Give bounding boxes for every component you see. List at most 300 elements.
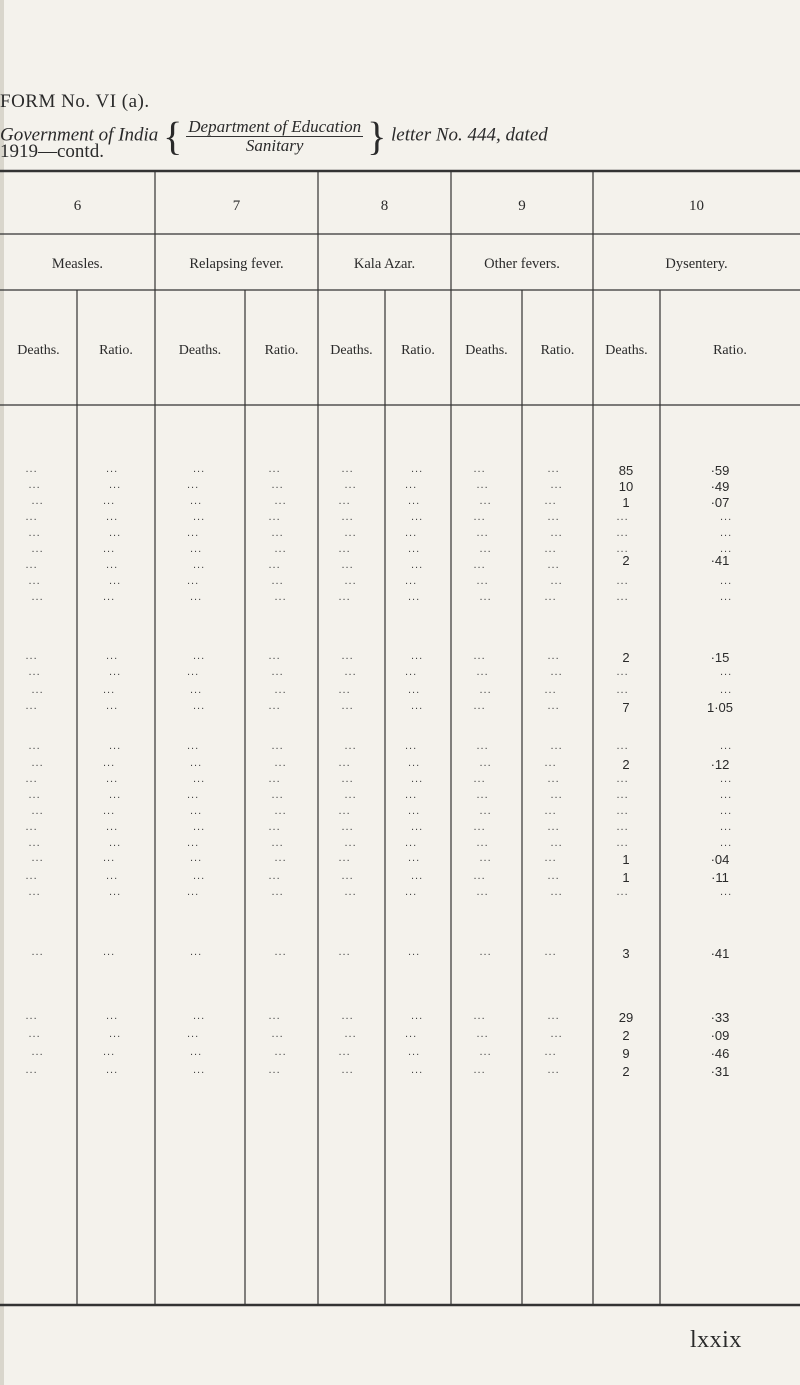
dysentery-ratio-value: ·41 (710, 553, 730, 568)
empty-marker: ... (408, 543, 421, 555)
empty-marker: ... (187, 740, 200, 752)
empty-marker: ... (109, 666, 122, 678)
empty-marker: ... (405, 886, 418, 898)
empty-marker: ... (411, 1010, 424, 1022)
empty-marker: ... (544, 684, 557, 696)
empty-marker: ... (106, 700, 119, 712)
empty-marker: ... (547, 773, 560, 785)
empty-marker: ... (271, 740, 284, 752)
empty-marker: ... (473, 511, 486, 523)
empty-marker: ... (193, 700, 206, 712)
empty-marker: ... (341, 559, 354, 571)
column-number-10: 10 (689, 198, 704, 214)
empty-marker: ... (268, 1064, 281, 1076)
empty-marker: ... (473, 821, 486, 833)
empty-marker: ... (544, 495, 557, 507)
subheading-relapsing-ratio: Ratio. (264, 343, 299, 358)
empty-marker: ... (476, 575, 489, 587)
empty-marker: ... (616, 837, 629, 849)
empty-marker: ... (274, 805, 287, 817)
empty-marker: ... (479, 1046, 492, 1058)
dysentery-deaths-value: 1 (622, 870, 630, 885)
government-label: Government of India (0, 124, 159, 146)
empty-marker: ... (193, 1064, 206, 1076)
empty-marker: ... (109, 527, 122, 539)
empty-marker: ... (338, 757, 351, 769)
empty-marker: ... (476, 740, 489, 752)
empty-marker: ... (720, 886, 733, 898)
empty-marker: ... (193, 1010, 206, 1022)
empty-marker: ... (31, 757, 44, 769)
empty-marker: ... (476, 789, 489, 801)
empty-marker: ... (187, 666, 200, 678)
empty-marker: ... (190, 805, 203, 817)
empty-marker: ... (31, 1046, 44, 1058)
empty-marker: ... (544, 852, 557, 864)
empty-marker: ... (271, 527, 284, 539)
empty-marker: ... (28, 1028, 41, 1040)
empty-marker: ... (550, 527, 563, 539)
empty-marker: ... (109, 479, 122, 491)
empty-marker: ... (616, 821, 629, 833)
empty-marker: ... (479, 684, 492, 696)
empty-marker: ... (274, 1046, 287, 1058)
dysentery-deaths-value: 2 (622, 553, 630, 568)
empty-marker: ... (31, 495, 44, 507)
empty-marker: ... (547, 463, 560, 475)
empty-marker: ... (187, 837, 200, 849)
empty-marker: ... (271, 789, 284, 801)
dysentery-deaths-value: 2 (622, 1028, 630, 1043)
empty-marker: ... (616, 805, 629, 817)
empty-marker: ... (103, 805, 116, 817)
subheading-relapsing-deaths: Deaths. (178, 343, 222, 358)
empty-marker: ... (268, 559, 281, 571)
empty-marker: ... (344, 666, 357, 678)
empty-marker: ... (544, 946, 557, 958)
empty-marker: ... (268, 511, 281, 523)
empty-marker: ... (187, 886, 200, 898)
dysentery-deaths-value: 2 (622, 757, 630, 772)
dysentery-deaths-value: 85 (618, 463, 634, 478)
empty-marker: ... (341, 463, 354, 475)
empty-marker: ... (616, 789, 629, 801)
empty-marker: ... (106, 463, 119, 475)
empty-marker: ... (405, 666, 418, 678)
empty-marker: ... (28, 527, 41, 539)
dysentery-deaths-value: 1 (622, 852, 630, 867)
empty-marker: ... (411, 821, 424, 833)
dysentery-deaths-value: 3 (622, 946, 630, 961)
empty-marker: ... (473, 773, 486, 785)
empty-marker: ... (408, 852, 421, 864)
dysentery-ratio-value: ·49 (710, 479, 730, 494)
empty-marker: ... (271, 837, 284, 849)
department-name: Department of Education (188, 117, 362, 136)
empty-marker: ... (550, 479, 563, 491)
empty-marker: ... (547, 559, 560, 571)
empty-marker: ... (190, 757, 203, 769)
empty-marker: ... (271, 1028, 284, 1040)
empty-marker: ... (405, 740, 418, 752)
empty-marker: ... (31, 543, 44, 555)
empty-marker: ... (550, 740, 563, 752)
empty-marker: ... (547, 650, 560, 662)
empty-marker: ... (544, 543, 557, 555)
empty-marker: ... (408, 1046, 421, 1058)
empty-marker: ... (411, 870, 424, 882)
empty-marker: ... (190, 684, 203, 696)
empty-marker: ... (550, 789, 563, 801)
empty-marker: ... (274, 946, 287, 958)
empty-marker: ... (106, 1010, 119, 1022)
column-number-6: 6 (73, 198, 82, 214)
dysentery-deaths-value: 7 (622, 700, 630, 715)
subheading-measles-ratio: Ratio. (99, 343, 133, 358)
empty-marker: ... (103, 543, 116, 555)
empty-marker: ... (411, 559, 424, 571)
empty-marker: ... (25, 821, 38, 833)
empty-marker: ... (405, 789, 418, 801)
empty-marker: ... (408, 805, 421, 817)
empty-marker: ... (344, 479, 357, 491)
empty-marker: ... (344, 837, 357, 849)
empty-marker: ... (344, 527, 357, 539)
empty-marker: ... (720, 740, 733, 752)
empty-marker: ... (31, 684, 44, 696)
empty-marker: ... (720, 805, 733, 817)
empty-marker: ... (109, 575, 122, 587)
empty-marker: ... (476, 527, 489, 539)
column-number-8: 8 (380, 198, 389, 214)
empty-marker: ... (338, 805, 351, 817)
dysentery-ratio-value: ·09 (710, 1028, 730, 1043)
empty-marker: ... (25, 700, 38, 712)
dysentery-ratio-value: ·07 (710, 495, 730, 510)
empty-marker: ... (411, 463, 424, 475)
empty-marker: ... (106, 559, 119, 571)
empty-marker: ... (274, 852, 287, 864)
empty-marker: ... (28, 837, 41, 849)
empty-marker: ... (341, 700, 354, 712)
empty-marker: ... (411, 1064, 424, 1076)
dysentery-deaths-value: 29 (618, 1010, 634, 1025)
empty-marker: ... (338, 946, 351, 958)
empty-marker: ... (28, 740, 41, 752)
empty-marker: ... (616, 511, 629, 523)
empty-marker: ... (616, 684, 629, 696)
empty-marker: ... (616, 666, 629, 678)
heading-relapsing-fever: Relapsing fever. (189, 256, 284, 272)
empty-marker: ... (616, 543, 629, 555)
empty-marker: ... (544, 591, 557, 603)
empty-marker: ... (341, 511, 354, 523)
dysentery-ratio-value: ·04 (710, 852, 730, 867)
letter-number: letter No. 444, dated (391, 124, 548, 146)
empty-marker: ... (479, 946, 492, 958)
empty-marker: ... (187, 789, 200, 801)
empty-marker: ... (720, 511, 733, 523)
department-fraction (186, 118, 363, 155)
subheading-dysentery-deaths: Deaths. (605, 343, 648, 358)
empty-marker: ... (193, 650, 206, 662)
empty-marker: ... (547, 1064, 560, 1076)
empty-marker: ... (103, 1046, 116, 1058)
dysentery-ratio-value: ·59 (710, 463, 730, 478)
empty-marker: ... (616, 740, 629, 752)
empty-marker: ... (193, 870, 206, 882)
empty-marker: ... (408, 757, 421, 769)
empty-marker: ... (25, 1010, 38, 1022)
empty-marker: ... (341, 1064, 354, 1076)
empty-marker: ... (190, 543, 203, 555)
empty-marker: ... (550, 575, 563, 587)
empty-marker: ... (338, 495, 351, 507)
empty-marker: ... (106, 773, 119, 785)
empty-marker: ... (476, 479, 489, 491)
empty-marker: ... (25, 511, 38, 523)
empty-marker: ... (479, 852, 492, 864)
dysentery-ratio-value: ·12 (710, 757, 730, 772)
empty-marker: ... (109, 1028, 122, 1040)
empty-marker: ... (547, 1010, 560, 1022)
empty-marker: ... (190, 1046, 203, 1058)
empty-marker: ... (271, 479, 284, 491)
empty-marker: ... (31, 852, 44, 864)
empty-marker: ... (190, 946, 203, 958)
subheading-kala-azar-ratio: Ratio. (401, 343, 435, 358)
dysentery-ratio-value: ·31 (710, 1064, 730, 1079)
empty-marker: ... (405, 575, 418, 587)
empty-marker: ... (338, 591, 351, 603)
department-branch: Sanitary (245, 135, 304, 155)
subheading-kala-azar-deaths: Deaths. (330, 343, 373, 358)
empty-marker: ... (103, 591, 116, 603)
empty-marker: ... (344, 789, 357, 801)
empty-marker: ... (616, 527, 629, 539)
empty-marker: ... (550, 666, 563, 678)
empty-marker: ... (268, 700, 281, 712)
empty-marker: ... (720, 591, 733, 603)
dysentery-deaths-value: 2 (622, 650, 630, 665)
empty-marker: ... (28, 479, 41, 491)
empty-marker: ... (341, 821, 354, 833)
empty-marker: ... (550, 1028, 563, 1040)
dysentery-deaths-value: 9 (622, 1046, 630, 1061)
dysentery-deaths-value: 2 (622, 1064, 630, 1079)
empty-marker: ... (547, 511, 560, 523)
empty-marker: ... (268, 773, 281, 785)
subheading-dysentery-ratio: Ratio. (713, 343, 747, 358)
page-number: lxxix (690, 1327, 742, 1353)
empty-marker: ... (109, 789, 122, 801)
empty-marker: ... (720, 773, 733, 785)
empty-marker: ... (344, 886, 357, 898)
subheading-measles-deaths: Deaths. (17, 343, 60, 358)
empty-marker: ... (405, 837, 418, 849)
empty-marker: ... (25, 650, 38, 662)
empty-marker: ... (25, 463, 38, 475)
empty-marker: ... (344, 740, 357, 752)
dysentery-ratio-value: ·41 (710, 946, 730, 961)
empty-marker: ... (190, 852, 203, 864)
empty-marker: ... (479, 591, 492, 603)
empty-marker: ... (268, 821, 281, 833)
empty-marker: ... (341, 650, 354, 662)
empty-marker: ... (405, 479, 418, 491)
empty-marker: ... (473, 700, 486, 712)
empty-marker: ... (341, 1010, 354, 1022)
empty-marker: ... (408, 684, 421, 696)
empty-marker: ... (338, 543, 351, 555)
empty-marker: ... (190, 591, 203, 603)
empty-marker: ... (268, 650, 281, 662)
empty-marker: ... (268, 870, 281, 882)
heading-kala-azar: Kala Azar. (353, 256, 416, 272)
empty-marker: ... (103, 684, 116, 696)
empty-marker: ... (344, 1028, 357, 1040)
empty-marker: ... (109, 886, 122, 898)
empty-marker: ... (103, 946, 116, 958)
empty-marker: ... (109, 837, 122, 849)
empty-marker: ... (271, 666, 284, 678)
empty-marker: ... (187, 479, 200, 491)
dysentery-ratio-value: ·46 (710, 1046, 730, 1061)
dysentery-ratio-value: 1·05 (706, 700, 734, 715)
empty-marker: ... (338, 684, 351, 696)
empty-marker: ... (28, 789, 41, 801)
subheading-other-fevers-deaths: Deaths. (465, 343, 508, 358)
empty-marker: ... (476, 1028, 489, 1040)
empty-marker: ... (268, 463, 281, 475)
empty-marker: ... (616, 886, 629, 898)
empty-marker: ... (274, 757, 287, 769)
subheading-other-fevers-ratio: Ratio. (540, 343, 575, 358)
empty-marker: ... (479, 757, 492, 769)
empty-marker: ... (103, 757, 116, 769)
empty-marker: ... (106, 870, 119, 882)
form-title: FORM No. VI (a). (0, 91, 150, 112)
empty-marker: ... (473, 463, 486, 475)
year-continued: 1919—contd. (0, 141, 104, 162)
empty-marker: ... (720, 575, 733, 587)
empty-marker: ... (411, 650, 424, 662)
empty-marker: ... (28, 575, 41, 587)
empty-marker: ... (274, 495, 287, 507)
empty-marker: ... (616, 591, 629, 603)
empty-marker: ... (106, 511, 119, 523)
empty-marker: ... (544, 1046, 557, 1058)
dysentery-ratio-value: ·11 (711, 870, 729, 885)
empty-marker: ... (408, 495, 421, 507)
empty-marker: ... (411, 511, 424, 523)
empty-marker: ... (109, 740, 122, 752)
empty-marker: ... (720, 666, 733, 678)
empty-marker: ... (616, 773, 629, 785)
empty-marker: ... (193, 773, 206, 785)
heading-measles: Measles. (51, 256, 104, 272)
empty-marker: ... (25, 559, 38, 571)
empty-marker: ... (344, 575, 357, 587)
heading-other-fevers: Other fevers. (484, 256, 560, 272)
empty-marker: ... (405, 1028, 418, 1040)
empty-marker: ... (550, 837, 563, 849)
empty-marker: ... (187, 575, 200, 587)
empty-marker: ... (106, 650, 119, 662)
dysentery-deaths-value: 1 (622, 495, 630, 510)
empty-marker: ... (31, 946, 44, 958)
empty-marker: ... (720, 821, 733, 833)
empty-marker: ... (338, 852, 351, 864)
empty-marker: ... (408, 946, 421, 958)
empty-marker: ... (720, 527, 733, 539)
empty-marker: ... (193, 463, 206, 475)
empty-marker: ... (544, 757, 557, 769)
empty-marker: ... (25, 773, 38, 785)
empty-marker: ... (550, 886, 563, 898)
empty-marker: ... (720, 684, 733, 696)
empty-marker: ... (411, 700, 424, 712)
empty-marker: ... (476, 886, 489, 898)
empty-marker: ... (187, 1028, 200, 1040)
empty-marker: ... (411, 773, 424, 785)
empty-marker: ... (341, 773, 354, 785)
empty-marker: ... (271, 886, 284, 898)
empty-marker: ... (547, 870, 560, 882)
dysentery-ratio-value: ·33 (710, 1010, 730, 1025)
empty-marker: ... (31, 805, 44, 817)
empty-marker: ... (720, 789, 733, 801)
empty-marker: ... (25, 1064, 38, 1076)
left-brace-glyph: { (163, 113, 183, 159)
empty-marker: ... (274, 543, 287, 555)
empty-marker: ... (547, 700, 560, 712)
empty-marker: ... (476, 666, 489, 678)
empty-marker: ... (479, 805, 492, 817)
empty-marker: ... (405, 527, 418, 539)
empty-marker: ... (274, 684, 287, 696)
empty-marker: ... (193, 559, 206, 571)
empty-marker: ... (190, 495, 203, 507)
empty-marker: ... (720, 837, 733, 849)
empty-marker: ... (479, 543, 492, 555)
empty-marker: ... (547, 821, 560, 833)
dysentery-ratio-value: ·15 (710, 650, 730, 665)
column-number-7: 7 (232, 198, 241, 214)
empty-marker: ... (473, 1010, 486, 1022)
empty-marker: ... (193, 821, 206, 833)
empty-marker: ... (187, 527, 200, 539)
empty-marker: ... (103, 495, 116, 507)
empty-marker: ... (338, 1046, 351, 1058)
empty-marker: ... (473, 870, 486, 882)
empty-marker: ... (106, 821, 119, 833)
empty-marker: ... (473, 1064, 486, 1076)
empty-marker: ... (274, 591, 287, 603)
empty-marker: ... (28, 666, 41, 678)
empty-marker: ... (106, 1064, 119, 1076)
empty-marker: ... (408, 591, 421, 603)
empty-marker: ... (544, 805, 557, 817)
empty-marker: ... (25, 870, 38, 882)
empty-marker: ... (271, 575, 284, 587)
empty-marker: ... (476, 837, 489, 849)
empty-marker: ... (473, 650, 486, 662)
empty-marker: ... (341, 870, 354, 882)
empty-marker: ... (31, 591, 44, 603)
empty-marker: ... (193, 511, 206, 523)
empty-marker: ... (28, 886, 41, 898)
